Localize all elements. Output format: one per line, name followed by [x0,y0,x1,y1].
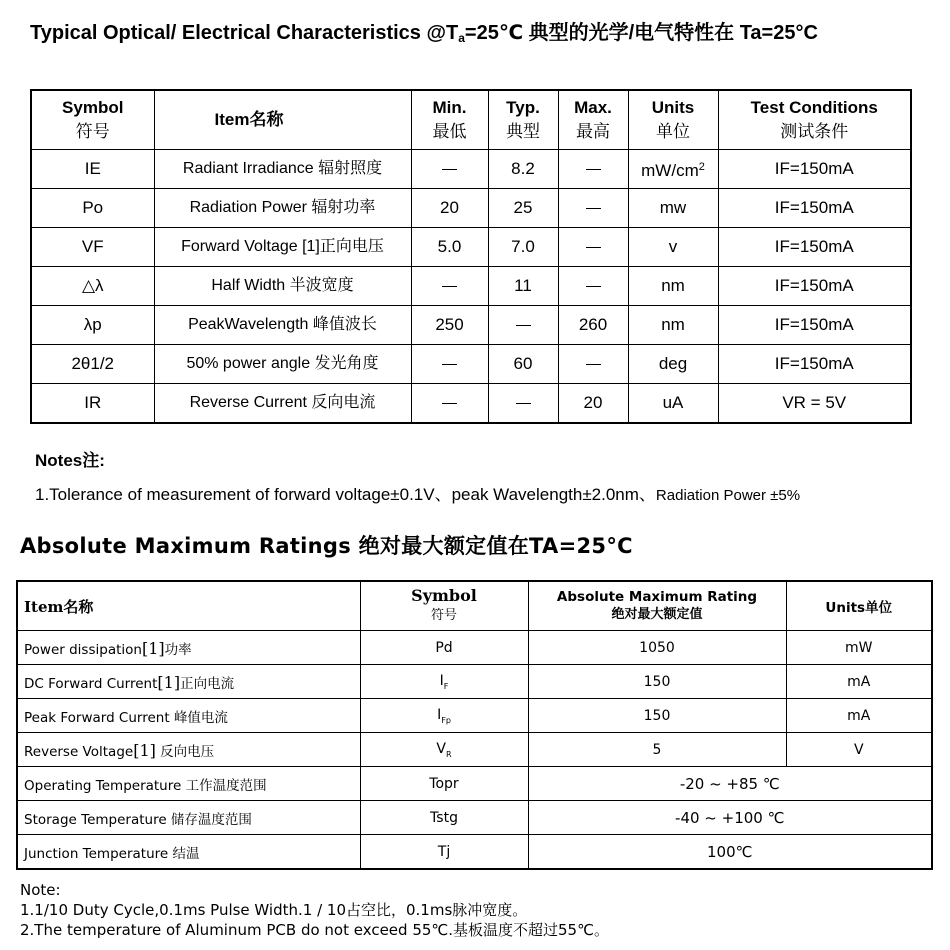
header-symbol: Symbol 符号 [31,90,154,150]
cell-min [411,345,488,384]
table-row [31,345,911,384]
table-row [17,835,932,870]
notes-footer [20,880,609,940]
header-min: Min. 最低 [411,90,488,150]
cell-symbol: λp [31,306,154,345]
cell-item: Radiation Power 辐射功率 [154,189,411,228]
cell-test-condition: VR = 5V [718,384,911,424]
absolute-maximum-ratings-table [16,580,933,870]
cell-symbol: Tj [360,835,528,870]
header-item: Item名称 [154,90,411,150]
cell-symbol: $V_R$ [360,733,528,767]
cell-symbol: Pd [360,631,528,665]
cell-item: Reverse Voltage[1] 反向电压 [17,733,360,767]
cell-rating-value: 150 [528,699,786,733]
cell-test-condition: IF=150mA [718,189,911,228]
dash-mark [442,286,457,287]
header-max: Max. 最高 [558,90,628,150]
cell-max [558,228,628,267]
table-row [17,767,932,801]
table-row [17,801,932,835]
cell-unit: nm [628,267,718,306]
table-row [31,228,911,267]
cell-item: Reverse Current 反向电流 [154,384,411,424]
table-row [31,150,911,189]
cell-item: Storage Temperature 储存温度范围 [17,801,360,835]
header-units: Units 单位 [628,90,718,150]
cell-item: Power dissipation[1]功率 [17,631,360,665]
table-row [17,665,932,699]
note-tolerance: 1.Tolerance of measurement of forward voltage±0.1V、peak Wavelength±2.0nm、Radiation Power ±5% [35,485,801,504]
cell-max [558,345,628,384]
cell-max: 260 [558,306,628,345]
cell-max [558,150,628,189]
note-duty-cycle: 1.1/10 Duty Cycle,0.1ms Pulse Width.1 / 10占空比，0.1ms脉冲宽度。 [20,901,528,919]
cell-symbol: Tstg [360,801,528,835]
cell-symbol: $I_{Fp}$ [360,699,528,733]
cell-test-condition: IF=150mA [718,150,911,189]
cell-item: Half Width 半波宽度 [154,267,411,306]
cell-item: 50% power angle 发光角度 [154,345,411,384]
dash-mark [586,247,601,248]
cell-typ [488,306,558,345]
cell-unit: mw [628,189,718,228]
dash-mark [586,364,601,365]
cell-unit: uA [628,384,718,424]
cell-symbol: $I_F$ [360,665,528,699]
cell-item: DC Forward Current[1]正向电流 [17,665,360,699]
cell-rating-value: -40 ~ +100 ℃ [528,801,932,835]
optical-characteristics-title: Typical Optical/ Electrical Characteristics $@T_a=25℃$ 典型的光学/电气特性在 Ta=25°C [30,22,818,45]
dash-mark [442,364,457,365]
cell-min [411,150,488,189]
table-row [31,306,911,345]
cell-typ: 25 [488,189,558,228]
cell-min [411,267,488,306]
cell-rating-value: 1050 [528,631,786,665]
cell-rating-value: 5 [528,733,786,767]
cell-item: PeakWavelength 峰值波长 [154,306,411,345]
cell-typ [488,384,558,424]
cell-test-condition: IF=150mA [718,306,911,345]
cell-test-condition: IF=150mA [718,267,911,306]
cell-typ: 7.0 [488,228,558,267]
cell-item: Operating Temperature 工作温度范围 [17,767,360,801]
dash-mark [516,403,531,404]
dash-mark [516,325,531,326]
cell-unit: mW [786,631,932,665]
cell-item: Radiant Irradiance 辐射照度 [154,150,411,189]
cell-symbol: △λ [31,267,154,306]
cell-item: Junction Temperature 结温 [17,835,360,870]
cell-test-condition: IF=150mA [718,345,911,384]
dash-mark [442,403,457,404]
note-temperature: 2.The temperature of Aluminum PCB do not exceed 55℃.基板温度不超过55℃。 [20,921,609,939]
cell-symbol: IR [31,384,154,424]
cell-min: 20 [411,189,488,228]
notes-label: Notes注: [35,451,105,470]
header-typ: Typ. 典型 [488,90,558,150]
dash-mark [586,169,601,170]
cell-min [411,384,488,424]
cell-unit: v [628,228,718,267]
cell-item: Forward Voltage [1]正向电压 [154,228,411,267]
cell-test-condition: IF=150mA [718,228,911,267]
cell-symbol: VF [31,228,154,267]
cell-max [558,189,628,228]
dash-mark [586,286,601,287]
cell-symbol: 2θ1/2 [31,345,154,384]
header-item: Item名称 [17,581,360,631]
header-test-conditions: Test Conditions 测试条件 [718,90,911,150]
cell-typ: 8.2 [488,150,558,189]
cell-rating-value: 150 [528,665,786,699]
cell-item: Peak Forward Current 峰值电流 [17,699,360,733]
cell-rating-value: 100℃ [528,835,932,870]
cell-symbol: Po [31,189,154,228]
table-header-row [31,90,911,150]
cell-symbol: Topr [360,767,528,801]
cell-typ: 60 [488,345,558,384]
absolute-maximum-ratings-title: Absolute Maximum Ratings 绝对最大额定值在TA=25°C [20,534,633,558]
header-symbol: Symbol 符号 [360,581,528,631]
optical-characteristics-table [30,89,912,424]
cell-rating-value: -20 ~ +85 ℃ [528,767,932,801]
header-units: Units单位 [786,581,932,631]
table-row [17,699,932,733]
cell-min: 250 [411,306,488,345]
cell-unit: $mW/cm^2$ [628,150,718,189]
table-row [17,631,932,665]
cell-max: 20 [558,384,628,424]
table-row [31,384,911,424]
table-row [31,189,911,228]
note-label: Note: [20,881,61,899]
cell-unit: V [786,733,932,767]
dash-mark [586,208,601,209]
cell-max [558,267,628,306]
table-header-row [17,581,932,631]
header-rating: Absolute Maximum Rating 绝对最大额定值 [528,581,786,631]
cell-symbol: IE [31,150,154,189]
table-row [31,267,911,306]
cell-min: 5.0 [411,228,488,267]
cell-unit: mA [786,665,932,699]
cell-unit: nm [628,306,718,345]
cell-unit: mA [786,699,932,733]
cell-unit: deg [628,345,718,384]
dash-mark [442,169,457,170]
cell-typ: 11 [488,267,558,306]
table-row [17,733,932,767]
